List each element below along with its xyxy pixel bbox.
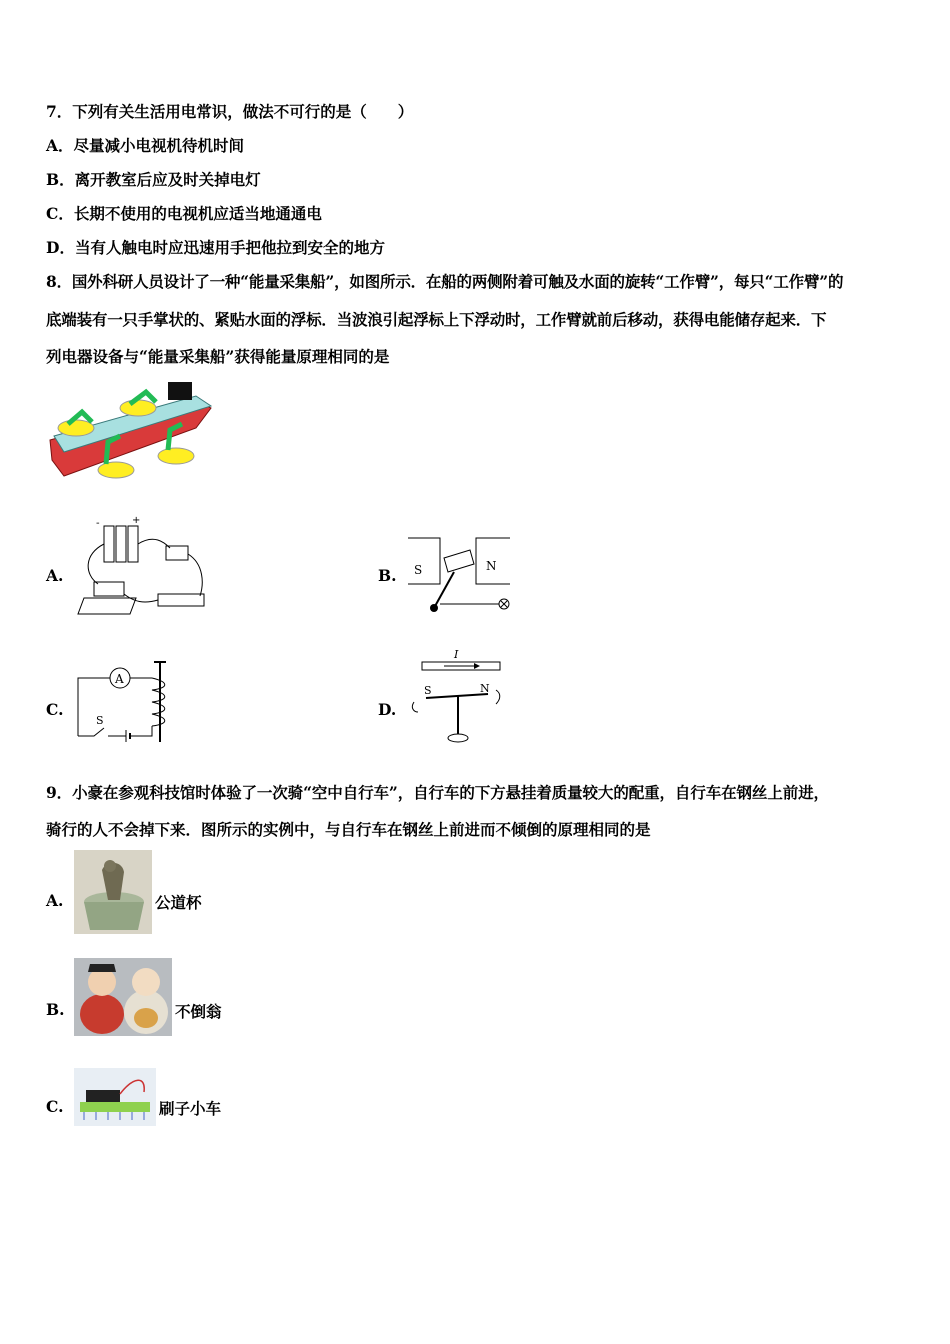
q8-option-a-letter: A. xyxy=(46,566,64,585)
ammeter-label: A xyxy=(115,672,124,686)
current-label: I xyxy=(454,650,459,661)
q8-stem-line-1: 8．国外科研人员设计了一种“能量采集船”，如图所示．在船的两侧附着可触及水面的旋转“工作臂”，每只“工作臂”的 xyxy=(46,272,844,291)
energy-ship-figure xyxy=(46,378,216,488)
q9-option-b-photo xyxy=(74,958,172,1036)
q9-stem-line-1: 9．小豪在参观科技馆时体验了一次骑“空中自行车”，自行车的下方悬挂着质量较大的配重，自行车在钢丝上前进， xyxy=(46,783,829,802)
q8-option-c-figure xyxy=(74,658,174,744)
q9-stem-line-2: 骑行的人不会掉下来．图所示的实例中，与自行车在钢丝上前进而不倾倒的原理相同的是 xyxy=(46,820,651,839)
q7-option-a: A．尽量减小电视机待机时间 xyxy=(46,136,245,155)
q8-option-a-figure xyxy=(74,514,214,624)
q9-option-a-letter: A. xyxy=(46,891,64,910)
q8-option-b-figure xyxy=(404,528,514,622)
q9-option-c-caption: 刷子小车 xyxy=(159,1099,222,1118)
q9-option-a-caption: 公道杯 xyxy=(155,893,202,912)
magnet-s-label: S xyxy=(414,563,423,577)
needle-n-label: N xyxy=(480,682,490,695)
q8-option-d-figure xyxy=(404,650,508,746)
needle-s-label: S xyxy=(424,684,432,697)
q7-option-c: C．长期不使用的电视机应适当地通通电 xyxy=(46,204,322,223)
q9-option-a-photo xyxy=(74,850,152,934)
switch-label: S xyxy=(96,714,104,727)
q8-option-d-letter: D. xyxy=(378,700,397,719)
q7-option-b: B．离开教室后应及时关掉电灯 xyxy=(46,170,261,189)
svg-text:-: - xyxy=(96,518,100,529)
q8-stem-line-3: 列电器设备与“能量采集船”获得能量原理相同的是 xyxy=(46,347,390,366)
q9-option-c-photo xyxy=(74,1068,156,1126)
q7-option-d: D．当有人触电时应迅速用手把他拉到安全的地方 xyxy=(46,238,385,257)
q7-stem: 7．下列有关生活用电常识，做法不可行的是（ ） xyxy=(46,102,414,121)
q9-option-b-letter: B. xyxy=(46,1000,65,1019)
q8-option-b-letter: B. xyxy=(378,566,397,585)
q9-option-b-caption: 不倒翁 xyxy=(175,1002,222,1021)
svg-text:+: + xyxy=(132,515,141,526)
magnet-n-label: N xyxy=(486,559,497,573)
q8-option-c-letter: C. xyxy=(46,700,64,719)
q8-stem-line-2: 底端装有一只手掌状的、紧贴水面的浮标．当波浪引起浮标上下浮动时，工作臂就前后移动，获得电能储存起来．下 xyxy=(46,310,827,329)
q9-option-c-letter: C. xyxy=(46,1097,64,1116)
